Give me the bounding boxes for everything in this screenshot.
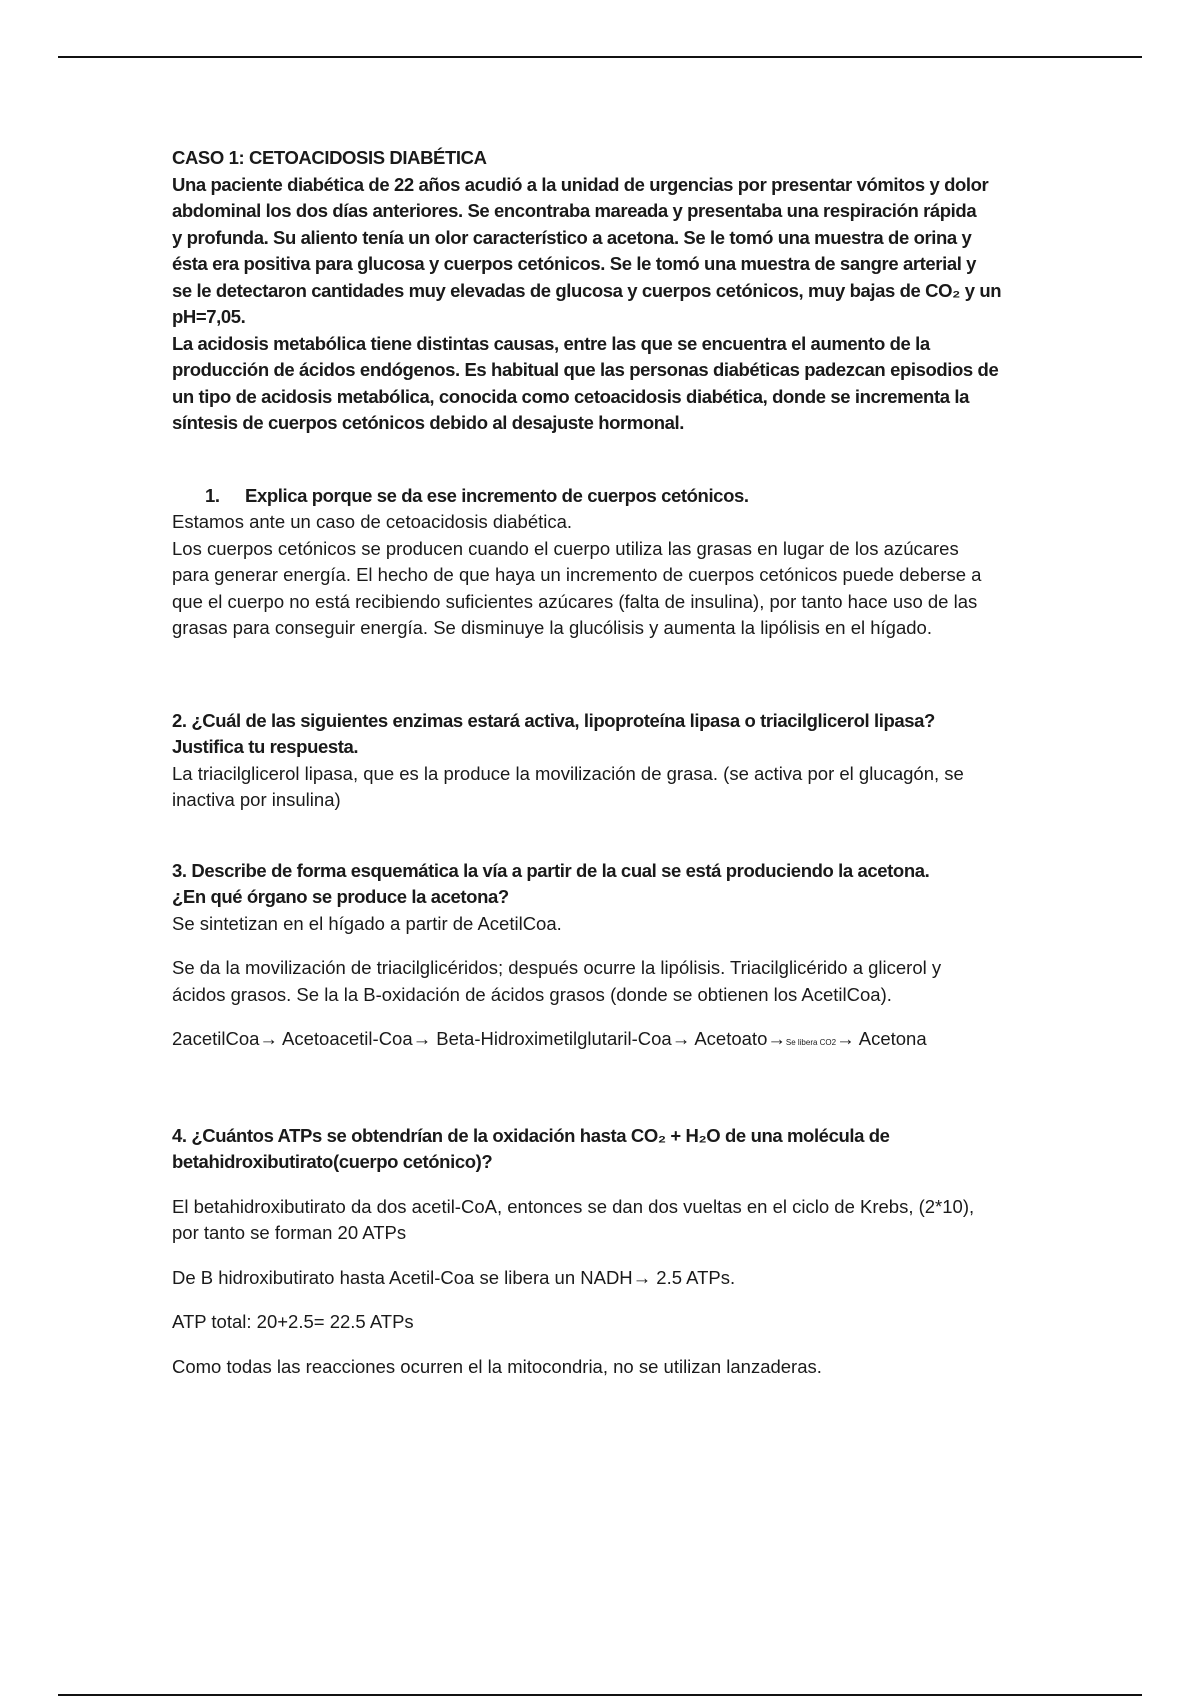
intro-line: y profunda. Su aliento tenía un olor característico a acetona. Se le tomó una muestra de orina y — [172, 226, 972, 248]
intro-line: Una paciente diabética de 22 años acudió a la unidad de urgencias por presentar vómitos y dolor — [172, 173, 989, 195]
pathway-end: → Acetona — [836, 1028, 927, 1049]
answer-line: ATP total: 20+2.5= 22.5 ATPs — [172, 1311, 414, 1332]
intro-line: producción de ácidos endógenos. Es habitual que las personas diabéticas padezcan episodios de — [172, 359, 999, 380]
answer-line: Se sintetizan en el hígado a partir de AcetilCoa. — [172, 912, 562, 934]
question-4-section — [172, 1123, 1032, 1381]
answer-line: Los cuerpos cetónicos se producen cuando el cuerpo utiliza las grasas en lugar de los azúcares — [172, 537, 959, 559]
intro-line: pH=7,05. — [172, 306, 246, 327]
pathway-start: 2acetilCoa→ Acetoacetil-Coa→ Beta-Hidroximetilglutaril-Coa→ Acetoato→ — [172, 1028, 786, 1049]
question-3-line: ¿En qué órgano se produce la acetona? — [172, 886, 509, 907]
answer-line: El betahidroxibutirato da dos acetil-CoA, entonces se dan dos vueltas en el ciclo de Krebs, (2*10), — [172, 1195, 975, 1217]
document-body — [172, 145, 1032, 1380]
answer-line: que el cuerpo no está recibiendo suficientes azúcares (falta de insulina), por tanto hace uso de las — [172, 590, 978, 612]
pathway-note: Se libera CO2 — [785, 1038, 837, 1047]
answer-line: De B hidroxibutirato hasta Acetil-Coa se libera un NADH→ 2.5 ATPs. — [172, 1266, 736, 1288]
question-1-number: 1. — [205, 484, 220, 506]
case-section — [172, 145, 1032, 437]
case-title: CASO 1: CETOACIDOSIS DIABÉTICA — [172, 147, 487, 168]
answer-1 — [172, 509, 1032, 642]
question-3-line: 3. Describe de forma esquemática la vía a partir de la cual se está produciendo la acetona. — [172, 859, 930, 881]
detail-line: Se da la movilización de triacilglicéridos; después ocurre la lipólisis. Triacilglicérido a glicerol y — [172, 957, 942, 978]
intro-line: se le detectaron cantidades muy elevadas de glucosa y cuerpos cetónicos, muy bajas de CO₂ y un — [172, 279, 1002, 301]
question-1-text: Explica porque se da ese incremento de cuerpos cetónicos. — [245, 484, 749, 506]
intro-line: La acidosis metabólica tiene distintas causas, entre las que se encuentra el aumento de la — [172, 332, 930, 354]
question-3-section — [172, 858, 1032, 1057]
intro-line: síntesis de cuerpos cetónicos debido al desajuste hormonal. — [172, 412, 685, 433]
question-2-line: 2. ¿Cuál de las siguientes enzimas estará activa, lipoproteína lipasa o triacilglicerol lipasa? — [172, 709, 935, 731]
answer-line: por tanto se forman 20 ATPs — [172, 1222, 407, 1243]
answer-line: para generar energía. El hecho de que haya un incremento de cuerpos cetónicos puede deberse a — [172, 564, 982, 585]
answer-line: grasas para conseguir energía. Se disminuye la glucólisis y aumenta la lipólisis en el hígado. — [172, 617, 932, 638]
answer-line: Como todas las reacciones ocurren el la mitocondria, no se utilizan lanzaderas. — [172, 1355, 822, 1377]
header-rule — [58, 56, 1142, 58]
intro-line: un tipo de acidosis metabólica, conocida como cetoacidosis diabética, donde se incrementa la — [172, 385, 969, 407]
question-4-line: betahidroxibutirato(cuerpo cetónico)? — [172, 1151, 493, 1172]
question-2-section — [172, 708, 1032, 814]
pathway-line — [172, 1026, 1032, 1057]
answer-line: Estamos ante un caso de cetoacidosis diabética. — [172, 511, 573, 532]
question-1-heading — [172, 483, 1032, 510]
answer-line: La triacilglicerol lipasa, que es la produce la movilización de grasa. (se activa por el glucagón, se — [172, 762, 964, 784]
intro-line: abdominal los dos días anteriores. Se encontraba mareada y presentaba una respiración rápida — [172, 200, 977, 221]
question-2-line: Justifica tu respuesta. — [172, 736, 359, 757]
detail-line: ácidos grasos. Se la la B-oxidación de ácidos grasos (donde se obtienen los AcetilCoa). — [172, 983, 892, 1005]
answer-line: inactiva por insulina) — [172, 789, 341, 810]
intro-line: ésta era positiva para glucosa y cuerpos cetónicos. Se le tomó una muestra de sangre arterial y — [172, 253, 977, 274]
footer-rule — [58, 1694, 1142, 1696]
question-4-line: 4. ¿Cuántos ATPs se obtendrían de la oxidación hasta CO₂ + H₂O de una molécula de — [172, 1124, 890, 1146]
